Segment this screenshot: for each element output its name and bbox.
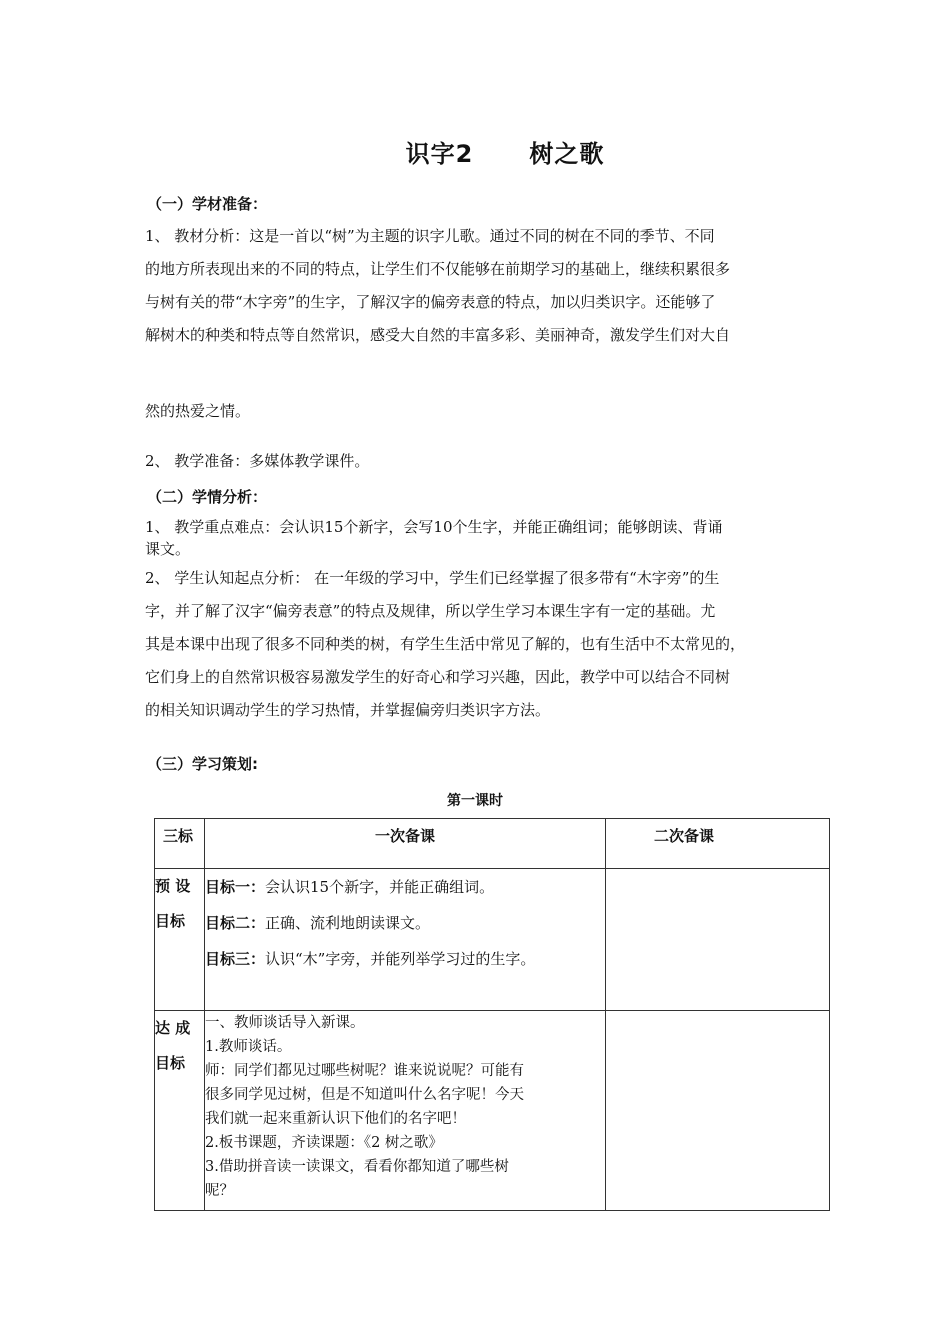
teaching-steps-cell (205, 1011, 606, 1211)
second-prep-cell-empty (606, 869, 830, 1011)
goal-item (205, 905, 605, 941)
goal-name: 目标三： (205, 950, 266, 968)
step-line: 1.教师谈话。 (205, 1039, 292, 1055)
paragraph-line: 2、 教学准备：多媒体教学课件。 (145, 452, 370, 470)
header-cell-three-targets: 三标 (155, 819, 205, 869)
paragraph-line: 其是本课中出现了很多不同种类的树，有学生生活中常见了解的，也有生活中不太常见的， (145, 635, 746, 653)
paragraph-line: 1、 教学重点难点：会认识15个新字，会写10个生字，并能正确组词；能够朗读、背诵 (145, 518, 723, 536)
row-label-preset-goals (155, 869, 205, 1011)
paragraph-line: 的相关知识调动学生的学习热情，并掌握偏旁归类识字方法。 (145, 701, 551, 719)
table-header-row (155, 819, 830, 869)
step-line: 3.借助拼音读一读课文，看看你都知道了哪些树 (205, 1159, 509, 1175)
row-label-line: 预 设 (155, 877, 191, 895)
key-points-paragraph (145, 516, 813, 560)
preset-goals-cell (205, 869, 606, 1011)
paragraph-line: 解树木的种类和特点等自然常识，感受大自然的丰富多彩、美丽神奇，激发学生们对大自 (145, 326, 731, 344)
document-title: 识字2 树之歌 (405, 140, 605, 168)
goal-item (205, 941, 605, 977)
table-row-preset-goals (155, 869, 830, 1011)
paragraph-line: 课文。 (145, 540, 191, 558)
lesson-plan-table (154, 818, 830, 1211)
row-label-line: 目标 (155, 911, 186, 930)
paragraph-line: 1、 教材分析：这是一首以“树”为主题的识字儿歌。通过不同的树在不同的季节、不同 (145, 227, 715, 245)
row-label-line: 目标 (155, 1053, 186, 1072)
goal-name: 目标二： (205, 914, 266, 932)
paragraph-line: 然的热爱之情。 (145, 402, 251, 420)
goal-text: 正确、流利地朗读课文。 (265, 914, 431, 932)
paragraph-line: 的地方所表现出来的不同的特点，让学生们不仅能够在前期学习的基础上，继续积累很多 (145, 260, 731, 278)
lesson-label: 第一课时 (447, 793, 503, 809)
step-line: 一、教师谈话导入新课。 (205, 1015, 365, 1031)
row-label-achieve-goals (155, 1011, 205, 1211)
material-analysis-tail (145, 399, 813, 432)
material-analysis-paragraph (145, 224, 813, 356)
second-prep-cell-empty (606, 1011, 830, 1211)
section-heading-analysis: （二）学情分析： (147, 488, 268, 506)
starting-point-paragraph (145, 566, 813, 731)
paragraph-line: 2、 学生认知起点分析： 在一年级的学习中，学生们已经掌握了很多带有“木字旁”的生 (145, 569, 720, 587)
goal-text: 会认识15个新字，并能正确组词。 (265, 878, 495, 896)
paragraph-line: 字，并了解了汉字“偏旁表意”的特点及规律，所以学生学习本课生字有一定的基础。尤 (145, 602, 716, 620)
goal-item (205, 869, 605, 905)
paragraph-line: 与树有关的带“木字旁”的生字，了解汉字的偏旁表意的特点，加以归类识字。还能够了 (145, 293, 716, 311)
step-line: 师：同学们都见过哪些树呢？谁来说说呢？可能有 (205, 1063, 524, 1079)
header-cell-first-prep: 一次备课 (205, 819, 606, 869)
section-heading-materials: （一）学材准备： (147, 195, 268, 213)
header-cell-second-prep: 二次备课 (606, 819, 830, 869)
table-row-achieve-goals (155, 1011, 830, 1211)
row-label-line: 达 成 (155, 1019, 191, 1037)
section-heading-planning: （三）学习策划: (147, 755, 258, 773)
teaching-prep-paragraph (145, 449, 813, 482)
paragraph-line: 它们身上的自然常识极容易激发学生的好奇心和学习兴趣，因此，教学中可以结合不同树 (145, 668, 731, 686)
step-line: 呢？ (205, 1183, 234, 1199)
step-line: 2.板书课题，齐读课题：《2 树之歌》 (205, 1135, 443, 1151)
goal-text: 认识“木”字旁，并能列举学习过的生字。 (265, 950, 536, 968)
step-line: 我们就一起来重新认识下他们的名字吧！ (205, 1111, 466, 1127)
step-line: 很多同学见过树，但是不知道叫什么名字呢！今天 (205, 1087, 524, 1103)
goal-name: 目标一： (205, 878, 266, 896)
